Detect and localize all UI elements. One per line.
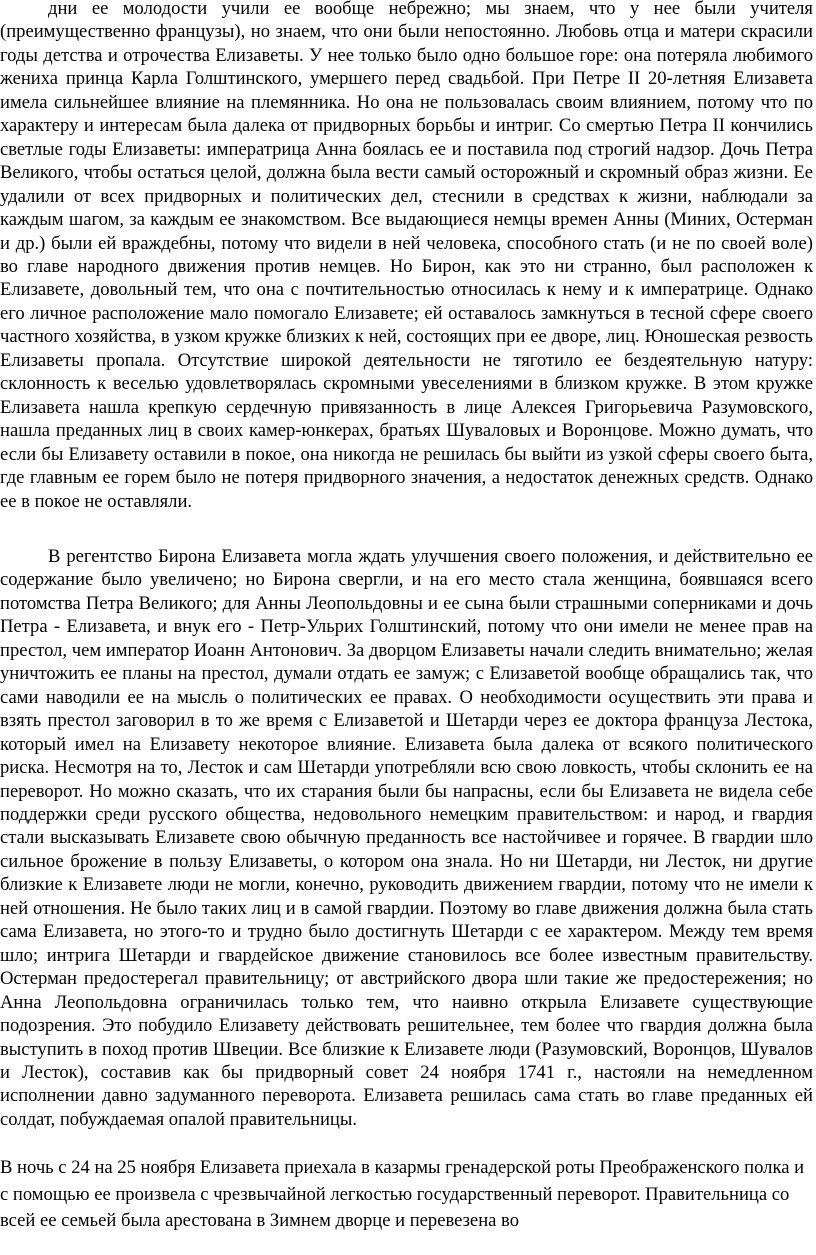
paragraph-3: В ночь с 24 на 25 ноября Елизавета приехала в казармы гренадерской роты Преображенского полка и с помощью ее произвела с чрезвычайной легкостью государственный переворот. Правительница со всей ее семьей была арестована в Зимнем дворце и перевезена во (0, 1157, 805, 1231)
paragraph-2: В регентство Бирона Елизавета могла ждать улучшения своего положения, и действительно ее содержание было увеличено; но Бирона свергли, и на его место стала женщина, боявшаяся всего потомства Петра Великого; для Анны Леопольдовны и ее сына были страшными соперниками и дочь Петра - Елизавета, и внук его - Петр-Ульрих Голштинский, потому что они имели не менее прав на престол, чем император Иоанн Антонович. За дворцом Елизаветы начали следить внимательно; желая уничтожить ее планы на престол, думали отдать ее замуж; с Елизаветой вообще обращались так, что сами наводили ее на мысль о политических ее правах. О необходимости осуществить эти права и взять престол заговорил в то же время с Елизаветой и Шетарди через ее доктора француза Лестока, который имел на Елизавету некоторое влияние. Елизавета была далека от всякого политического риска. Несмотря на то, Лесток и сам Шетарди употребляли всю свою ловкость, чтобы склонить ее на переворот. Но можно сказать, что их старания были бы напрасны, если бы Елизавета не видела себе поддержки среди русского общества, недовольного немецким правительством: и народ, и гвардия стали высказывать Елизавете свою обычную преданность все настойчивее и горячее. В гвардии шло сильное брожение в пользу Елизаветы, о котором она знала. Но ни Шетарди, ни Лесток, ни другие близкие к Елизавете люди не могли, конечно, руководить движением гвардии, потому что не имели к ней отношения. Не было таких лиц и в самой гвардии. Поэтому во главе движения должна была стать сама Елизавета, но этого-то и трудно было достигнуть Шетарди с ее характером. Между тем время шло; интрига Шетарди и гвардейское движение становилось все более известным правительству. Остерман предостерегал правительницу; от австрийского двора шли такие же предостережения; но Анна Леопольдовна ограничилась только тем, что наивно открыла Елизавете существующие подозрения. Это побудило Елизавету действовать решительнее, тем более что гвардия должна была выступить в поход против Швеции. Все близкие к Елизавете люди (Разумовский, Воронцов, Шувалов и Лесток), составив как бы придворный совет 24 ноября 1741 г., настояли на немедленном исполнении давно задуманного переворота. Елизавета решилась сама стать во главе преданных ей солдат, побуждаемая опалой правительницы. (0, 546, 813, 1130)
paragraph-1: дни ее молодости учили ее вообще небрежно; мы знаем, что у нее были учителя (преимущественно французы), но знаем, что они были непостоянно. Любовь отца и матери скрасили годы детства и отрочества Елизаветы. У нее только было одно большое горе: она потеряла любимого жениха принца Карла Голштинского, умершего перед свадьбой. При Петре II 20-летняя Елизавета имела сильнейшее влияние на племянника. Но она не пользовалась своим влиянием, потому что по характеру и интересам была далека от придворных борьбы и интриг. Со смертью Петра II кончились светлые годы Елизаветы: императрица Анна боялась ее и поставила под строгий надзор. Дочь Петра Великого, чтобы остаться целой, должна была вести самый осторожный и скромный образ жизни. Ее удалили от всех придворных и политических дел, стеснили в средствах к жизни, наблюдали за каждым шагом, за каждым ее знакомством. Все выдающиеся немцы времен Анны (Миних, Остерман и др.) были ей враждебны, потому что видели в ней человека, способного стать (и не по своей воле) во главе народного движения против немцев. Но Бирон, как это ни странно, был расположен к Елизавете, довольный тем, что она с почтительностью относилась к нему и к императрице. Однако его личное расположение мало помогало Елизавете; ей оставалось замкнуться в тесной сфере своего частного хозяйства, в узком кружке близких к ней, состоящих при ее дворе, лиц. Юношеская резвость Елизаветы пропала. Отсутствие широкой деятельности не тяготило ее бездеятельную натуру: склонность к веселью удовлетворялась скромными увеселениями в близком кружке. В этом кружке Елизавета нашла крепкую сердечную привязанность в лице Алексея Григорьевича Разумовского, нашла преданных лиц в своих камер-юнкерах, братьях Шуваловых и Воронцове. Можно думать, что если бы Елизавету оставили в покое, она никогда не решилась бы выйти из узкой сферы своего быта, где главным ее горем было не потеря придворного значения, а недостаток денежных средств. Однако ее в покое не оставляли. (0, 0, 813, 512)
